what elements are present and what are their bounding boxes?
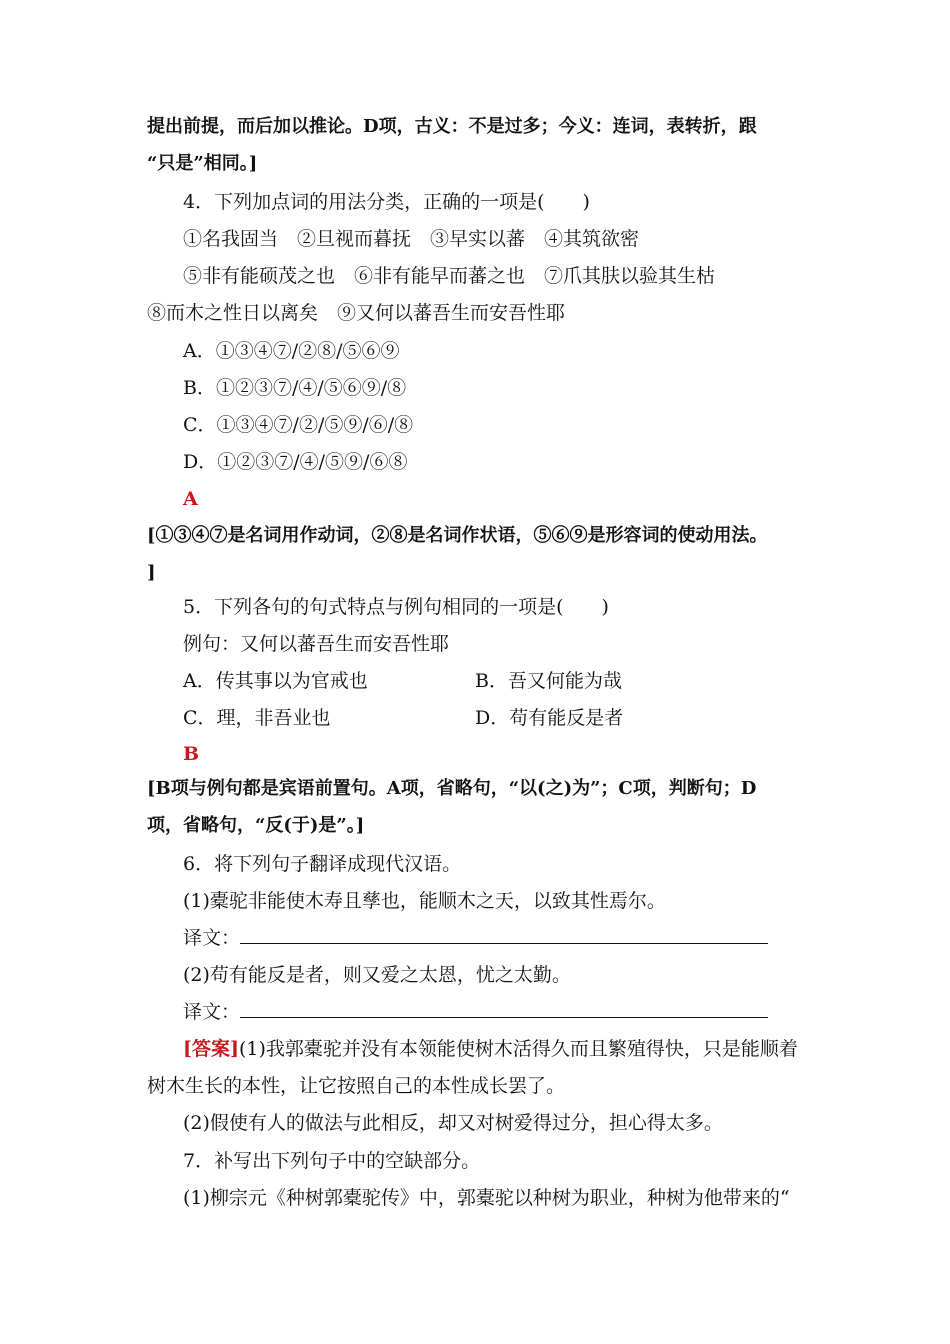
question-4-stem: 4．下列加点词的用法分类，正确的一项是( ) <box>183 191 590 213</box>
question-7-item-1: (1)柳宗元《种树郭橐驼传》中，郭橐驼以种树为职业，种树为他带来的“ <box>183 1187 790 1209</box>
question-4-items-3: ⑧而木之性日以离矣 ⑨又何以蕃吾生而安吾性耶 <box>147 302 566 324</box>
question-6-sentence-1: (1)橐驼非能使木寿且孳也，能顺木之天，以致其性焉尔。 <box>183 890 666 912</box>
question-4-option-d: D．①②③⑦/④/⑤⑨/⑥⑧ <box>183 451 408 473</box>
translation-row-2 <box>183 999 768 1025</box>
question-7-stem: 7．补写出下列句子中的空缺部分。 <box>183 1150 481 1172</box>
question-4-explanation-1: [①③④⑦是名词用作动词，②⑧是名词作状语，⑤⑥⑨是形容词的使动用法。 <box>147 525 768 546</box>
question-6-answer-1a <box>183 1036 798 1062</box>
translation-row-1 <box>183 925 768 951</box>
question-4-answer: A <box>183 488 198 510</box>
question-5-explanation-1: [B项与例句都是宾语前置句。A项，省略句，“以(之)为”；C项，判断句；D <box>147 778 757 799</box>
question-6-answer-1b: 树木生长的本性，让它按照自己的本性成长罢了。 <box>147 1075 566 1097</box>
question-5-explanation-2: 项，省略句，“反(于)是”。] <box>147 815 365 836</box>
question-6-stem: 6．将下列句子翻译成现代汉语。 <box>183 853 462 875</box>
question-6-sentence-2: (2)苟有能反是者，则又爱之太恩，忧之太勤。 <box>183 964 571 986</box>
answer-tag: [答案] <box>183 1038 239 1060</box>
question-4-option-a: A．①③④⑦/②⑧/⑤⑥⑨ <box>183 340 400 362</box>
question-5-option-a: A．传其事以为官戒也 <box>183 670 368 692</box>
question-5-option-b: B．吾又何能为哉 <box>475 670 622 692</box>
question-6-answer-2: (2)假使有人的做法与此相反，却又对树爱得过分，担心得太多。 <box>183 1112 723 1134</box>
question-4-option-c: C．①③④⑦/②/⑤⑨/⑥/⑧ <box>183 414 414 436</box>
prev-explanation-line-1: 提出前提，而后加以推论。D项，古义：不是过多；今义：连词，表转折，跟 <box>147 116 757 137</box>
question-4-explanation-2: ] <box>147 562 156 583</box>
question-5-option-c: C．理，非吾业也 <box>183 707 331 729</box>
translation-label-1: 译文： <box>183 927 241 949</box>
question-4-items-1: ①名我固当 ②旦视而暮抚 ③早实以蕃 ④其筑欲密 <box>183 228 640 250</box>
prev-explanation-line-2: “只是”相同。] <box>147 153 258 174</box>
answer-text-1a: (1)我郭橐驼并没有本领能使树木活得久而且繁殖得快，只是能顺着 <box>238 1038 798 1060</box>
question-5-stem: 5．下列各句的句式特点与例句相同的一项是( ) <box>183 596 609 618</box>
question-4-option-b: B．①②③⑦/④/⑤⑥⑨/⑧ <box>183 377 407 399</box>
question-5-answer: B <box>183 743 200 765</box>
question-4-items-2: ⑤非有能硕茂之也 ⑥非有能早而蕃之也 ⑦爪其肤以验其生枯 <box>183 265 716 287</box>
question-5-example: 例句：又何以蕃吾生而安吾性耶 <box>183 633 450 655</box>
question-5-option-d: D．苟有能反是者 <box>475 707 624 729</box>
answer-blank-2[interactable] <box>240 999 768 1018</box>
answer-blank-1[interactable] <box>240 925 768 944</box>
translation-label-2: 译文： <box>183 1001 241 1023</box>
